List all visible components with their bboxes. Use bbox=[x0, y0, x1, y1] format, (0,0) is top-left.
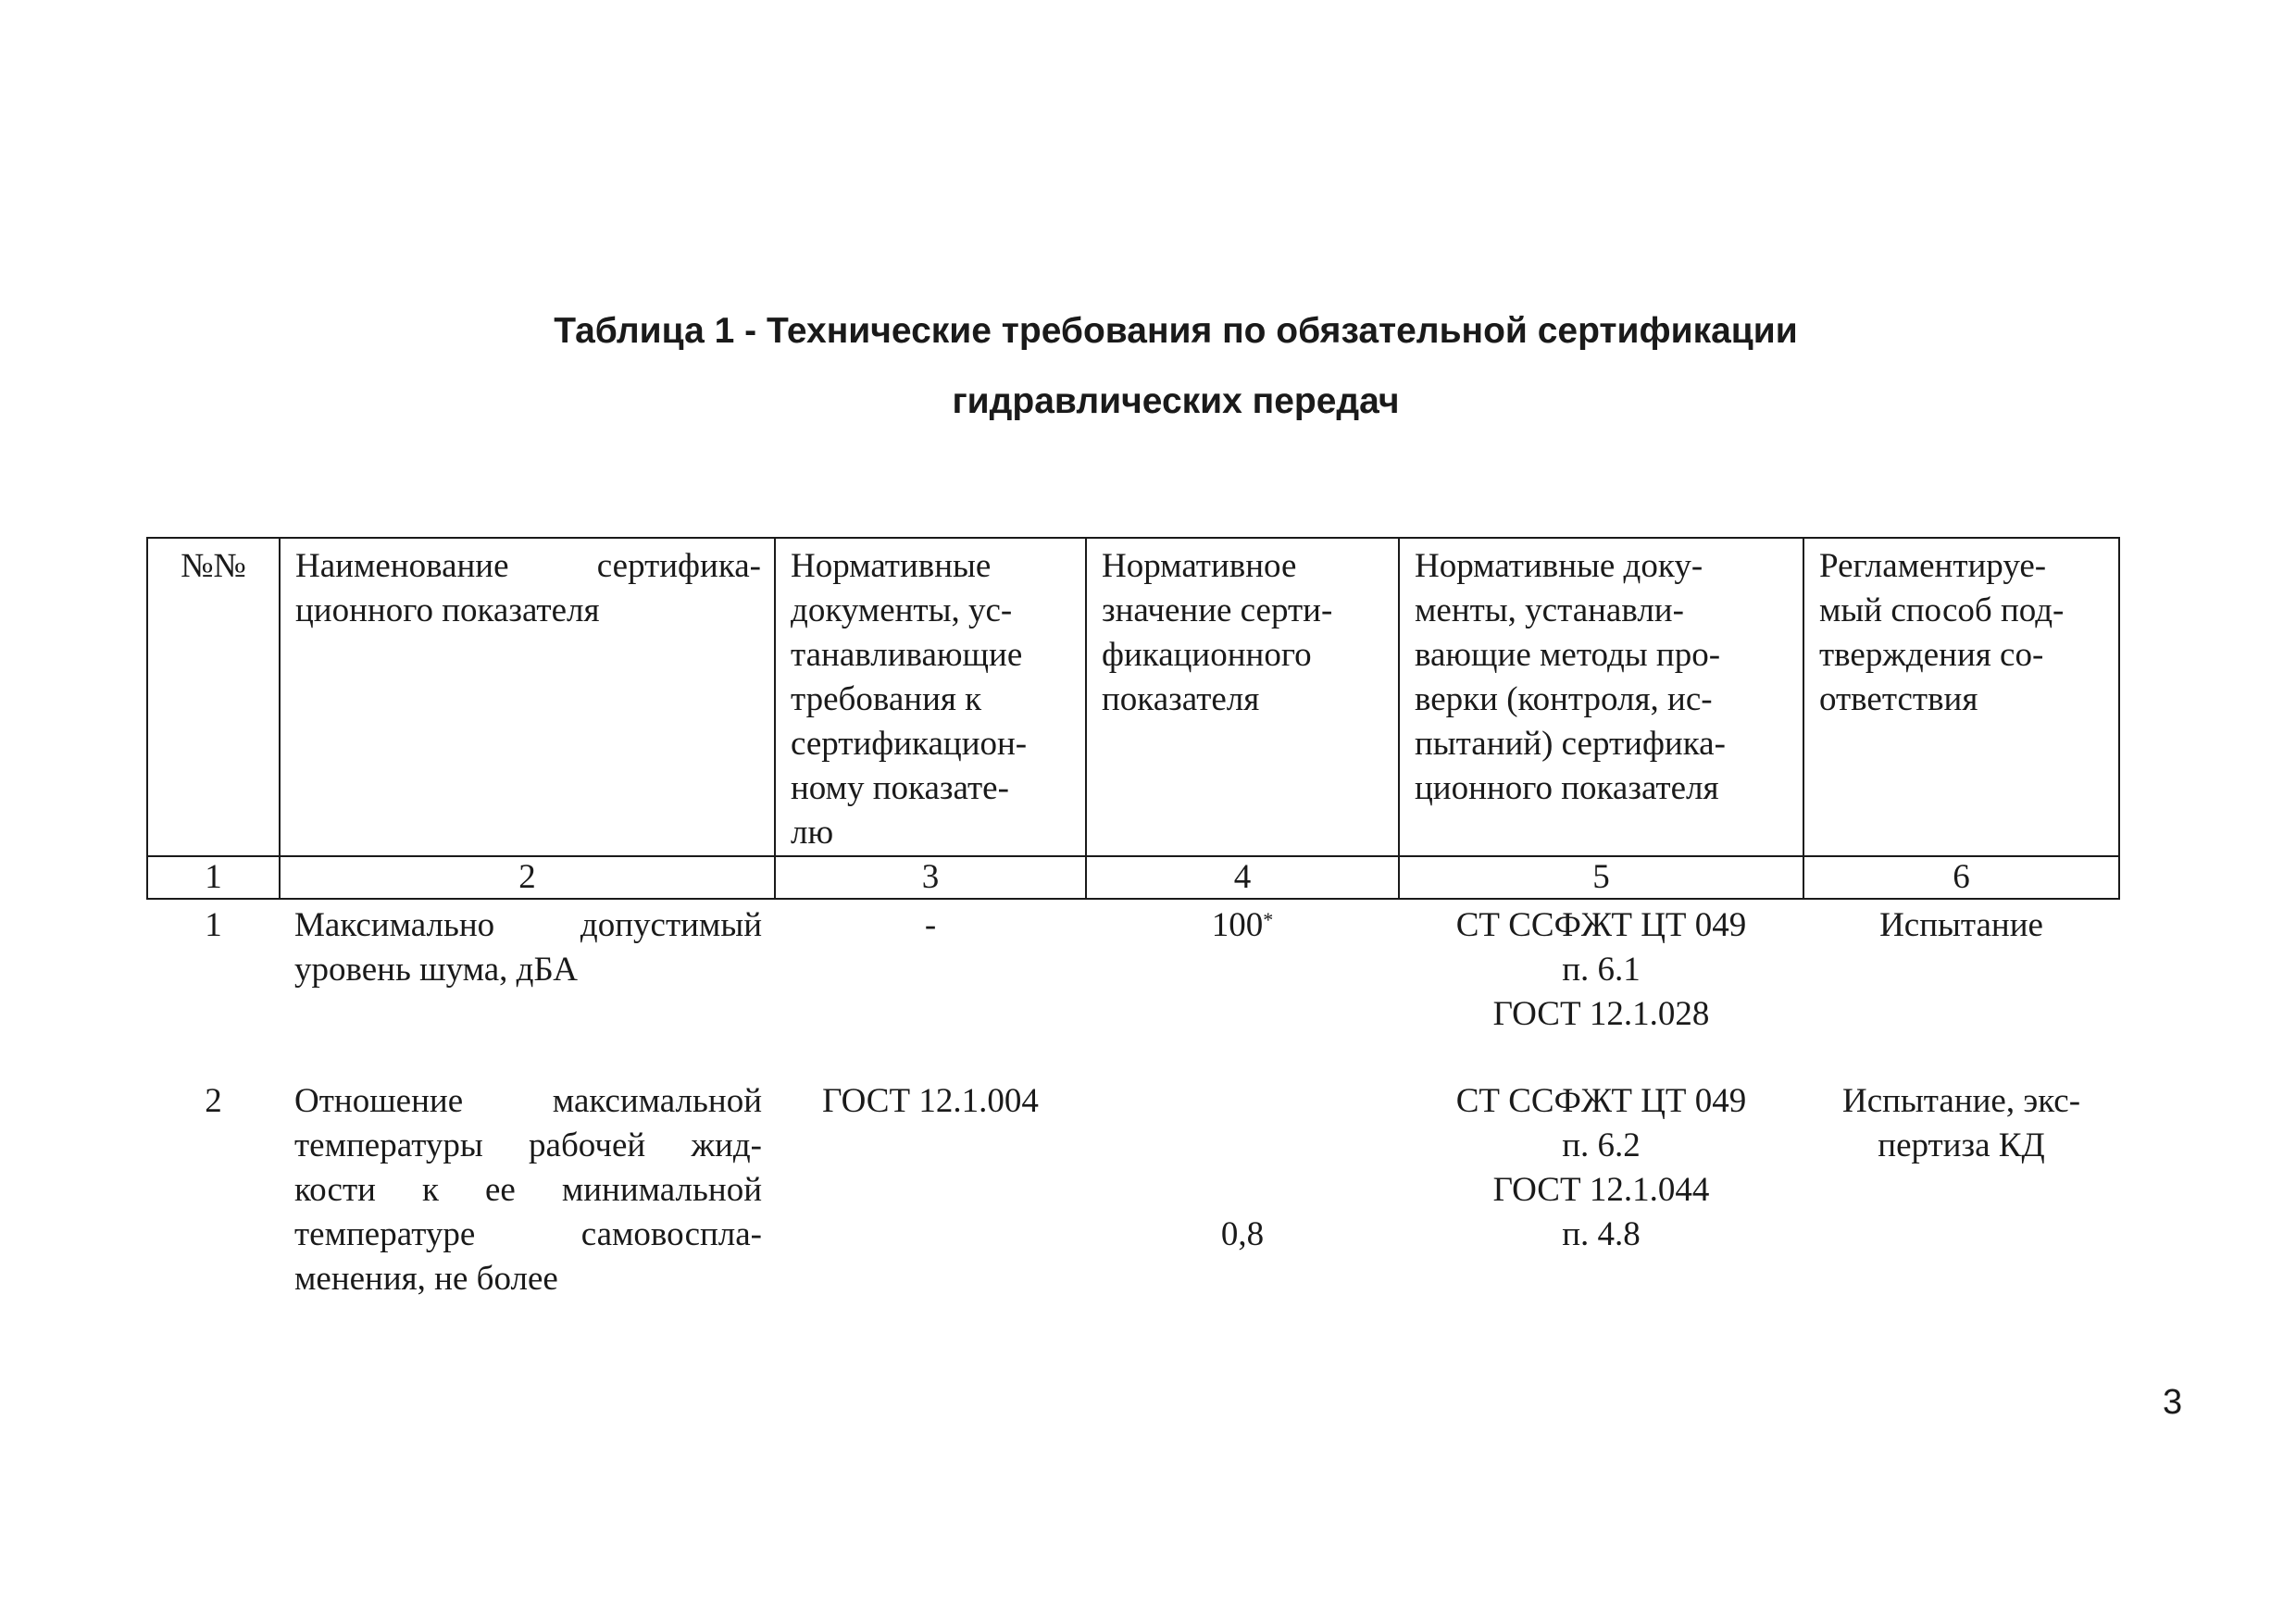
row-number: 2 bbox=[205, 1082, 222, 1120]
requirement-documents: ГОСТ 12.1.004 bbox=[822, 1082, 1039, 1120]
indicator-name: Отношение максимальной температуры рабочей жид- кости к ее минимальной температуре самовоспла- менения, не более bbox=[294, 1082, 762, 1298]
header-indicator-name: Наименование сертифика- ционного показателя bbox=[280, 538, 775, 856]
confirmation-method: Испытание, экс- пертиза КД bbox=[1841, 1082, 2081, 1164]
header-normative-value: Нормативное значение серти- фикационного показателя bbox=[1086, 538, 1399, 856]
indicator-name: Максимально допустимый уровень шума, дБА bbox=[294, 906, 762, 989]
column-number: 2 bbox=[280, 856, 775, 899]
normative-value: 0,8 bbox=[1220, 1215, 1265, 1253]
requirement-documents: - bbox=[924, 906, 937, 944]
table-header-row bbox=[147, 538, 2119, 856]
column-number-row bbox=[147, 856, 2119, 899]
table-title-line-2: гидравлических передач bbox=[952, 381, 1400, 421]
header-confirmation-method: Регламентируе- мый способ под- тверждения со- ответствия bbox=[1803, 538, 2119, 856]
method-documents: СТ ССФЖТ ЦТ 049 п. 6.2 ГОСТ 12.1.044 п. 4.8 bbox=[1455, 1082, 1747, 1253]
table-row bbox=[147, 1076, 2119, 1311]
column-number: 3 bbox=[775, 856, 1086, 899]
column-number: 5 bbox=[1399, 856, 1803, 899]
certification-requirements-table bbox=[146, 537, 2120, 1311]
method-documents: СТ ССФЖТ ЦТ 049 п. 6.1 ГОСТ 12.1.028 bbox=[1455, 906, 1747, 1033]
confirmation-method: Испытание bbox=[1879, 906, 2043, 944]
row-number: 1 bbox=[205, 906, 222, 944]
header-number: №№ bbox=[147, 538, 280, 856]
table-row bbox=[147, 899, 2119, 1076]
footnote-mark: * bbox=[1263, 908, 1274, 931]
page-number: 3 bbox=[2163, 1383, 2183, 1422]
column-number: 4 bbox=[1086, 856, 1399, 899]
header-requirement-documents: Нормативные документы, ус- танавливающие требования к сертификацион- ному показате- лю bbox=[775, 538, 1086, 856]
column-number: 6 bbox=[1803, 856, 2119, 899]
header-method-documents: Нормативные доку- менты, устанавли- вающие методы про- верки (контроля, ис- пытаний) сертифика- ционного показателя bbox=[1399, 538, 1803, 856]
normative-value: 100* bbox=[1211, 906, 1274, 944]
column-number: 1 bbox=[147, 856, 280, 899]
table-title-line-1: Таблица 1 - Технические требования по обязательной сертификации bbox=[554, 311, 1798, 351]
